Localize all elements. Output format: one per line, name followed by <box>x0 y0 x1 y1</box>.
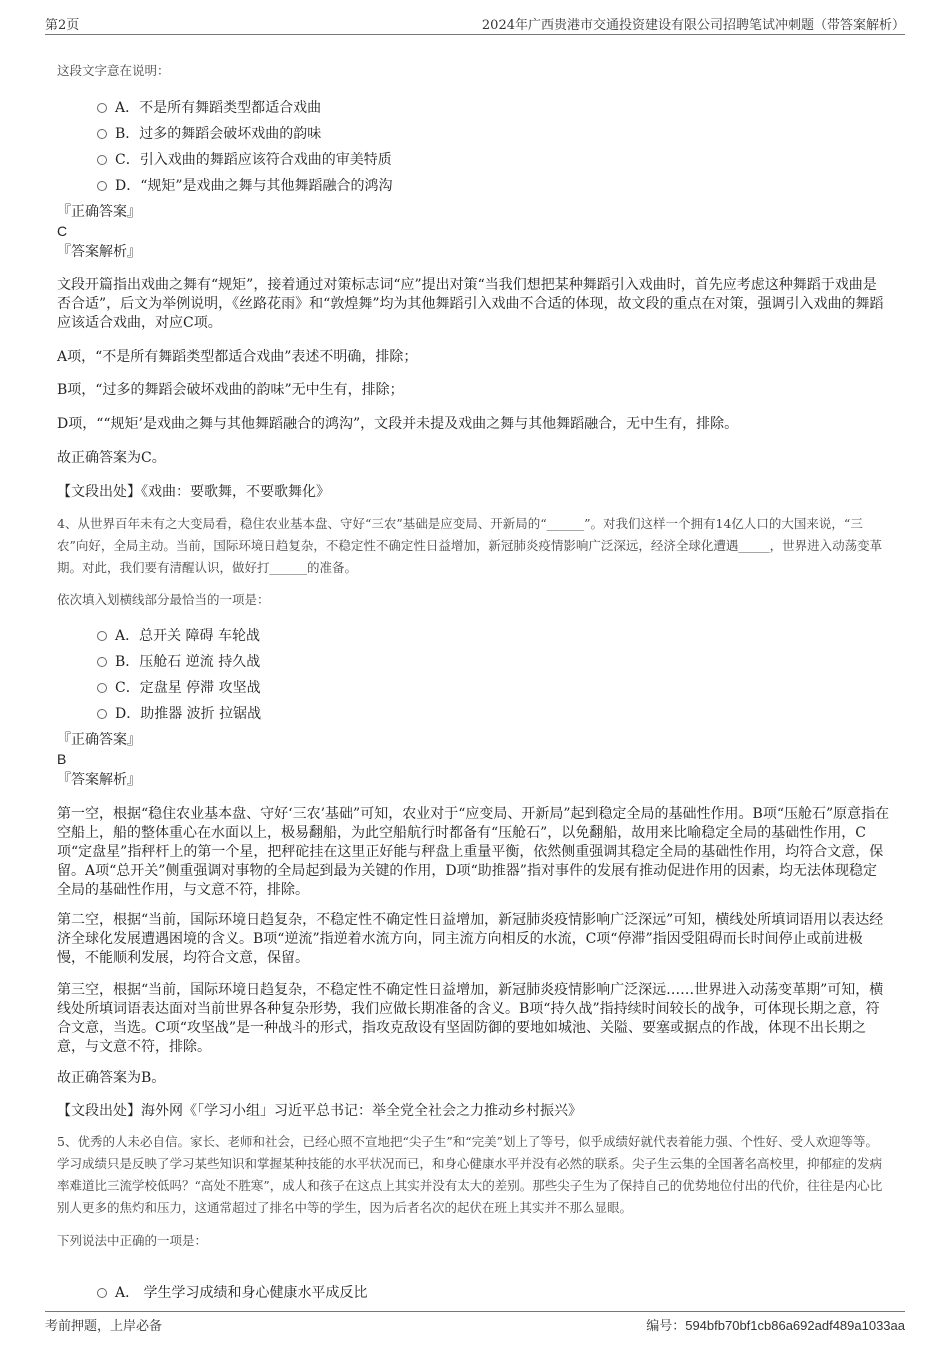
q4-analysis-2: 第二空，根据“当前，国际环境日趋复杂，不稳定性不确定性日益增加，新冠肺炎疫情影响广泛深远”可知，横线处所填词语用以表达经济全球化发展遭遇困境的含义。B项“逆流”指逆着水流方向，同主流方向相反的水流，C项“停滞”指因受阻碍而长时间停止或前进极慢，不能顺利发展，均符合文意，保留。 <box>57 912 884 966</box>
radio-icon[interactable] <box>97 129 107 139</box>
q4-stem: 4、从世界百年未有之大变局看，稳住农业基本盘、守好“三农”基础是应变局、开新局的“______”。对我们这样一个拥有14亿人口的大国来说，“三农”向好，全局主动。当前，国际环境日趋复杂，不稳定性不确定性日益增加，新冠肺炎疫情影响广泛深远，经济全球化遭遇_____，世界进入动荡变革期。对此，我们要有清醒认识，做好打______的准备。 <box>57 516 883 575</box>
radio-icon[interactable] <box>97 103 107 113</box>
q3-prompt: 这段文字意在说明： <box>57 63 170 78</box>
q4-analysis-label: 『答案解析』 <box>57 772 141 788</box>
q5-options <box>97 1280 368 1306</box>
option-c[interactable]: C．定盘星 停滞 攻坚战 <box>97 675 261 701</box>
q3-analysis-2: A项，“不是所有舞蹈类型都适合戏曲”表述不明确，排除； <box>57 349 418 365</box>
radio-icon[interactable] <box>97 657 107 667</box>
q4-answer-label: 『正确答案』 <box>57 732 141 748</box>
q4-source: 【文段出处】海外网《「学习小组」习近平总书记：举全党全社会之力推动乡村振兴》 <box>57 1103 582 1119</box>
option-a[interactable]: A．总开关 障碍 车轮战 <box>97 623 261 649</box>
radio-icon[interactable] <box>97 709 107 719</box>
q4-analysis-1: 第一空，根据“稳住农业基本盘、守好‘三农’基础”可知，农业对于“应变局、开新局”起到稳定全局的基础性作用。B项“压舱石”原意指在空船上，船的整体重心在水面以上，极易翻船，为此空船航行时都备有“压舱石”，以免翻船，故用来比喻稳定全局的基础性作用，C项“定盘星”指秤杆上的第一个星，把秤砣挂在这里正好能与秤盘上重量平衡，依然侧重强调其稳定全局的基础性作用，均符合文意，保留。A项“总开关”侧重强调对事物的全局起到最为关键的作用，D项“助推器”指对事件的发展有推动促进作用的因素，均无法体现稳定全局的基础性作用，与文意不符，排除。 <box>57 806 890 898</box>
page-footer <box>45 1311 905 1334</box>
q4-analysis-4: 故正确答案为B。 <box>57 1070 166 1086</box>
q3-source: 【文段出处】《戏曲：要歌舞，不要歌舞化》 <box>57 484 330 500</box>
page-number: 第2页 <box>45 18 80 33</box>
q3-analysis-4: D项，““规矩’是戏曲之舞与其他舞蹈融合的鸿沟”，文段并未提及戏曲之舞与其他舞蹈融合，无中生有，排除。 <box>57 416 739 432</box>
q3-analysis-label: 『答案解析』 <box>57 244 141 260</box>
q3-options <box>97 95 393 199</box>
q5-stem: 5、优秀的人未必自信。家长、老师和社会，已经心照不宣地把“尖子生”和“完美”划上了等号，似乎成绩好就代表着能力强、个性好、受人欢迎等等。学习成绩只是反映了学习某些知识和掌握某种技能的水平状况而已，和身心健康水平并没有必然的联系。尖子生云集的全国著名高校里，抑郁症的发病率难道比三流学校低吗？“高处不胜寒”，成人和孩子在这点上其实并没有太大的差别。那些尖子生为了保持自己的优势地位付出的代价，往往是内心比别人更多的焦灼和压力，这通常超过了排名中等的学生，因为后者名次的起伏在班上其实并不那么显眼。 <box>57 1134 883 1215</box>
q3-analysis-3: B项，“过多的舞蹈会破坏戏曲的韵味”无中生有，排除； <box>57 382 404 398</box>
q3-analysis-5: 故正确答案为C。 <box>57 450 166 466</box>
q5-prompt: 下列说法中正确的一项是： <box>57 1233 208 1248</box>
option-d[interactable]: D．助推器 波折 拉锯战 <box>97 701 261 727</box>
q4-options <box>97 623 261 727</box>
radio-icon[interactable] <box>97 181 107 191</box>
option-b[interactable]: B．压舱石 逆流 持久战 <box>97 649 261 675</box>
radio-icon[interactable] <box>97 683 107 693</box>
document-code: 编号：594bfb70bf1cb86a692adf489a1033aa <box>646 1318 905 1334</box>
q4-answer: B <box>57 751 67 767</box>
option-c[interactable]: C．引入戏曲的舞蹈应该符合戏曲的审美特质 <box>97 147 393 173</box>
q3-answer-label: 『正确答案』 <box>57 204 141 220</box>
q4-analysis-3: 第三空，根据“当前，国际环境日趋复杂，不稳定性不确定性日益增加，新冠肺炎疫情影响广泛深远……世界进入动荡变革期”可知，横线处所填词语表达面对当前世界各种复杂形势，我们应做长期准备的含义。B项“持久战”指持续时间较长的战争，可体现长期之意，符合文意，当选。C项“攻坚战”是一种战斗的形式，指攻克敌设有坚固防御的要地如城池、关隘、要塞或据点的作战，体现不出长期之意，与文意不符，排除。 <box>57 982 884 1055</box>
q3-analysis-1: 文段开篇指出戏曲之舞有“规矩”，接着通过对策标志词“应”提出对策“当我们想把某种舞蹈引入戏曲时，首先应考虑这种舞蹈于戏曲是否合适”，后文为举例说明，《丝路花雨》和“敦煌舞”均为其他舞蹈引入戏曲不合适的体现，故文段的重点在对策，强调引入戏曲的舞蹈应该适合戏曲，对应C项。 <box>57 277 884 331</box>
radio-icon[interactable] <box>97 155 107 165</box>
option-a[interactable]: A．不是所有舞蹈类型都适合戏曲 <box>97 95 393 121</box>
option-a[interactable]: A． 学生学习成绩和身心健康水平成反比 <box>97 1280 368 1306</box>
q3-answer: C <box>57 223 68 239</box>
radio-icon[interactable] <box>97 1288 107 1298</box>
page-header <box>45 14 905 35</box>
radio-icon[interactable] <box>97 631 107 641</box>
option-b[interactable]: B．过多的舞蹈会破坏戏曲的韵味 <box>97 121 393 147</box>
q4-prompt: 依次填入划横线部分最恰当的一项是： <box>57 592 270 607</box>
document-title: 2024年广西贵港市交通投资建设有限公司招聘笔试冲刺题（带答案解析） <box>481 18 905 33</box>
footer-slogan: 考前押题，上岸必备 <box>45 1319 163 1334</box>
option-d[interactable]: D．“规矩”是戏曲之舞与其他舞蹈融合的鸿沟 <box>97 173 393 199</box>
